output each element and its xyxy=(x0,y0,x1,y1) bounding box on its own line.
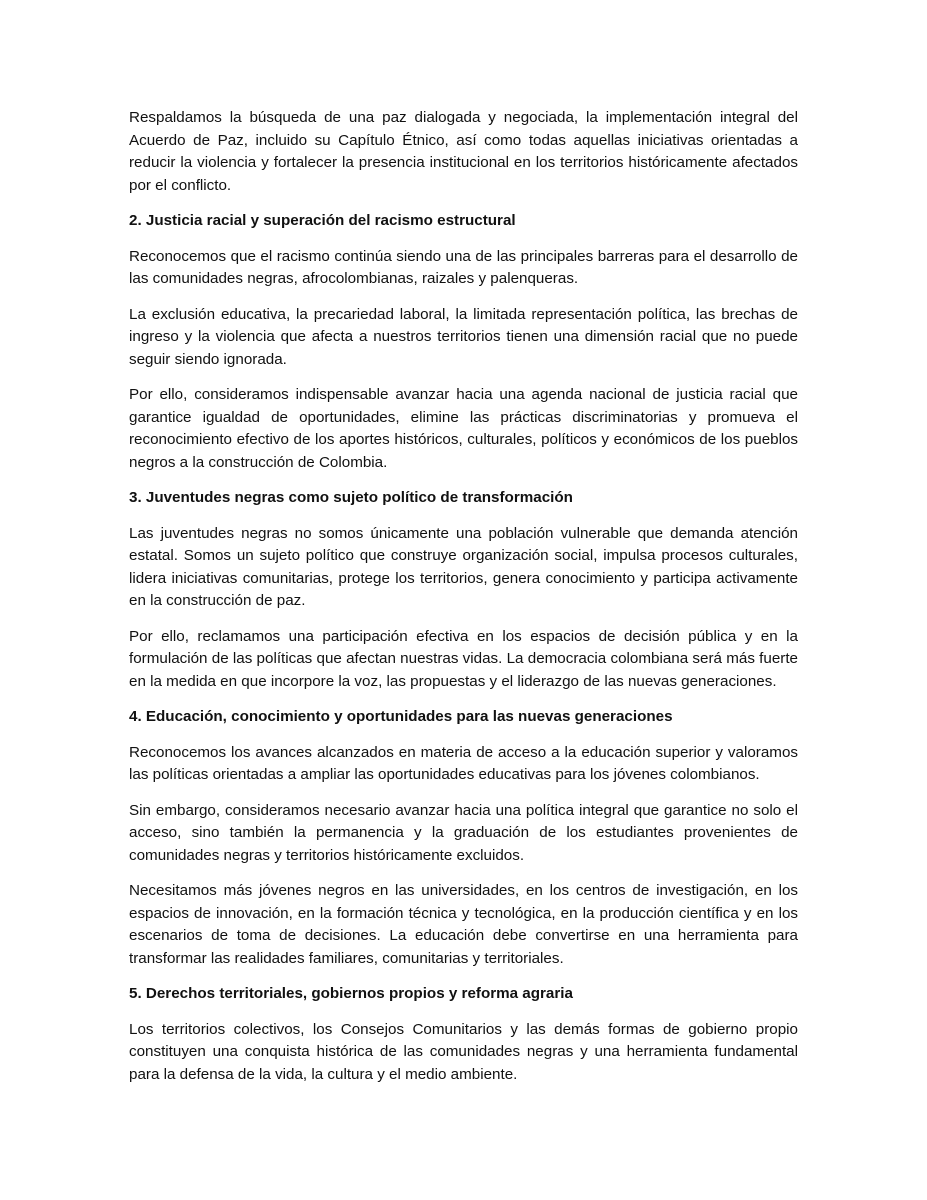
section-5-heading: 5. Derechos territoriales, gobiernos propios y reforma agraria xyxy=(129,985,573,1002)
section-2-paragraph: Reconocemos que el racismo continúa siendo una de las principales barreras para el desarrollo de las comunidades negras, afrocolombianas, raizales y palenqueras. xyxy=(129,247,798,287)
section-3-heading: 3. Juventudes negras como sujeto político de transformación xyxy=(129,489,573,506)
section-4-paragraph: Necesitamos más jóvenes negros en las universidades, en los centros de investigación, en los espacios de innovación, en la formación técnica y tecnológica, en la producción científica y en los escenarios de toma de decisiones. La educación debe convertirse en una herramienta para transformar las realidades familiares, comunitarias y territoriales. xyxy=(129,882,798,967)
section-4-paragraph: Reconocemos los avances alcanzados en materia de acceso a la educación superior y valoramos las políticas orientadas a ampliar las oportunidades educativas para los jóvenes colombianos. xyxy=(129,743,798,783)
section-3-paragraph: Las juventudes negras no somos únicamente una población vulnerable que demanda atención estatal. Somos un sujeto político que construye organización social, impulsa procesos culturales, lidera iniciativas comunitarias, protege los territorios, genera conocimiento y participa activamente en la construcción de paz. xyxy=(129,524,798,609)
section-2-paragraph: La exclusión educativa, la precariedad laboral, la limitada representación política, las brechas de ingreso y la violencia que afecta a nuestros territorios tienen una dimensión racial que no puede seguir siendo ignorada. xyxy=(129,305,798,368)
section-4-heading: 4. Educación, conocimiento y oportunidades para las nuevas generaciones xyxy=(129,708,673,725)
section-3-paragraph: Por ello, reclamamos una participación efectiva en los espacios de decisión pública y en la formulación de las políticas que afectan nuestras vidas. La democracia colombiana será más fuerte en la medida en que incorpore la voz, las propuestas y el liderazgo de las nuevas generaciones. xyxy=(129,627,798,690)
section-5-paragraph: Los territorios colectivos, los Consejos Comunitarios y las demás formas de gobierno propio constituyen una conquista histórica de las comunidades negras y una herramienta fundamental para la defensa de la vida, la cultura y el medio ambiente. xyxy=(129,1020,798,1083)
section-2-paragraph: Por ello, consideramos indispensable avanzar hacia una agenda nacional de justicia racial que garantice igualdad de oportunidades, elimine las prácticas discriminatorias y promueva el reconocimiento efectivo de los aportes históricos, culturales, políticos y económicos de los pueblos negros a la construcción de Colombia. xyxy=(129,386,798,471)
document-body xyxy=(129,107,798,1099)
intro-paragraph: Respaldamos la búsqueda de una paz dialogada y negociada, la implementación integral del Acuerdo de Paz, incluido su Capítulo Étnico, así como todas aquellas iniciativas orientadas a reducir la violencia y fortalecer la presencia institucional en los territorios históricamente afectados por el conflicto. xyxy=(129,109,798,194)
section-2-heading: 2. Justicia racial y superación del racismo estructural xyxy=(129,212,516,229)
section-4-paragraph: Sin embargo, consideramos necesario avanzar hacia una política integral que garantice no solo el acceso, sino también la permanencia y la graduación de los estudiantes provenientes de comunidades negras y territorios históricamente excluidos. xyxy=(129,801,798,864)
